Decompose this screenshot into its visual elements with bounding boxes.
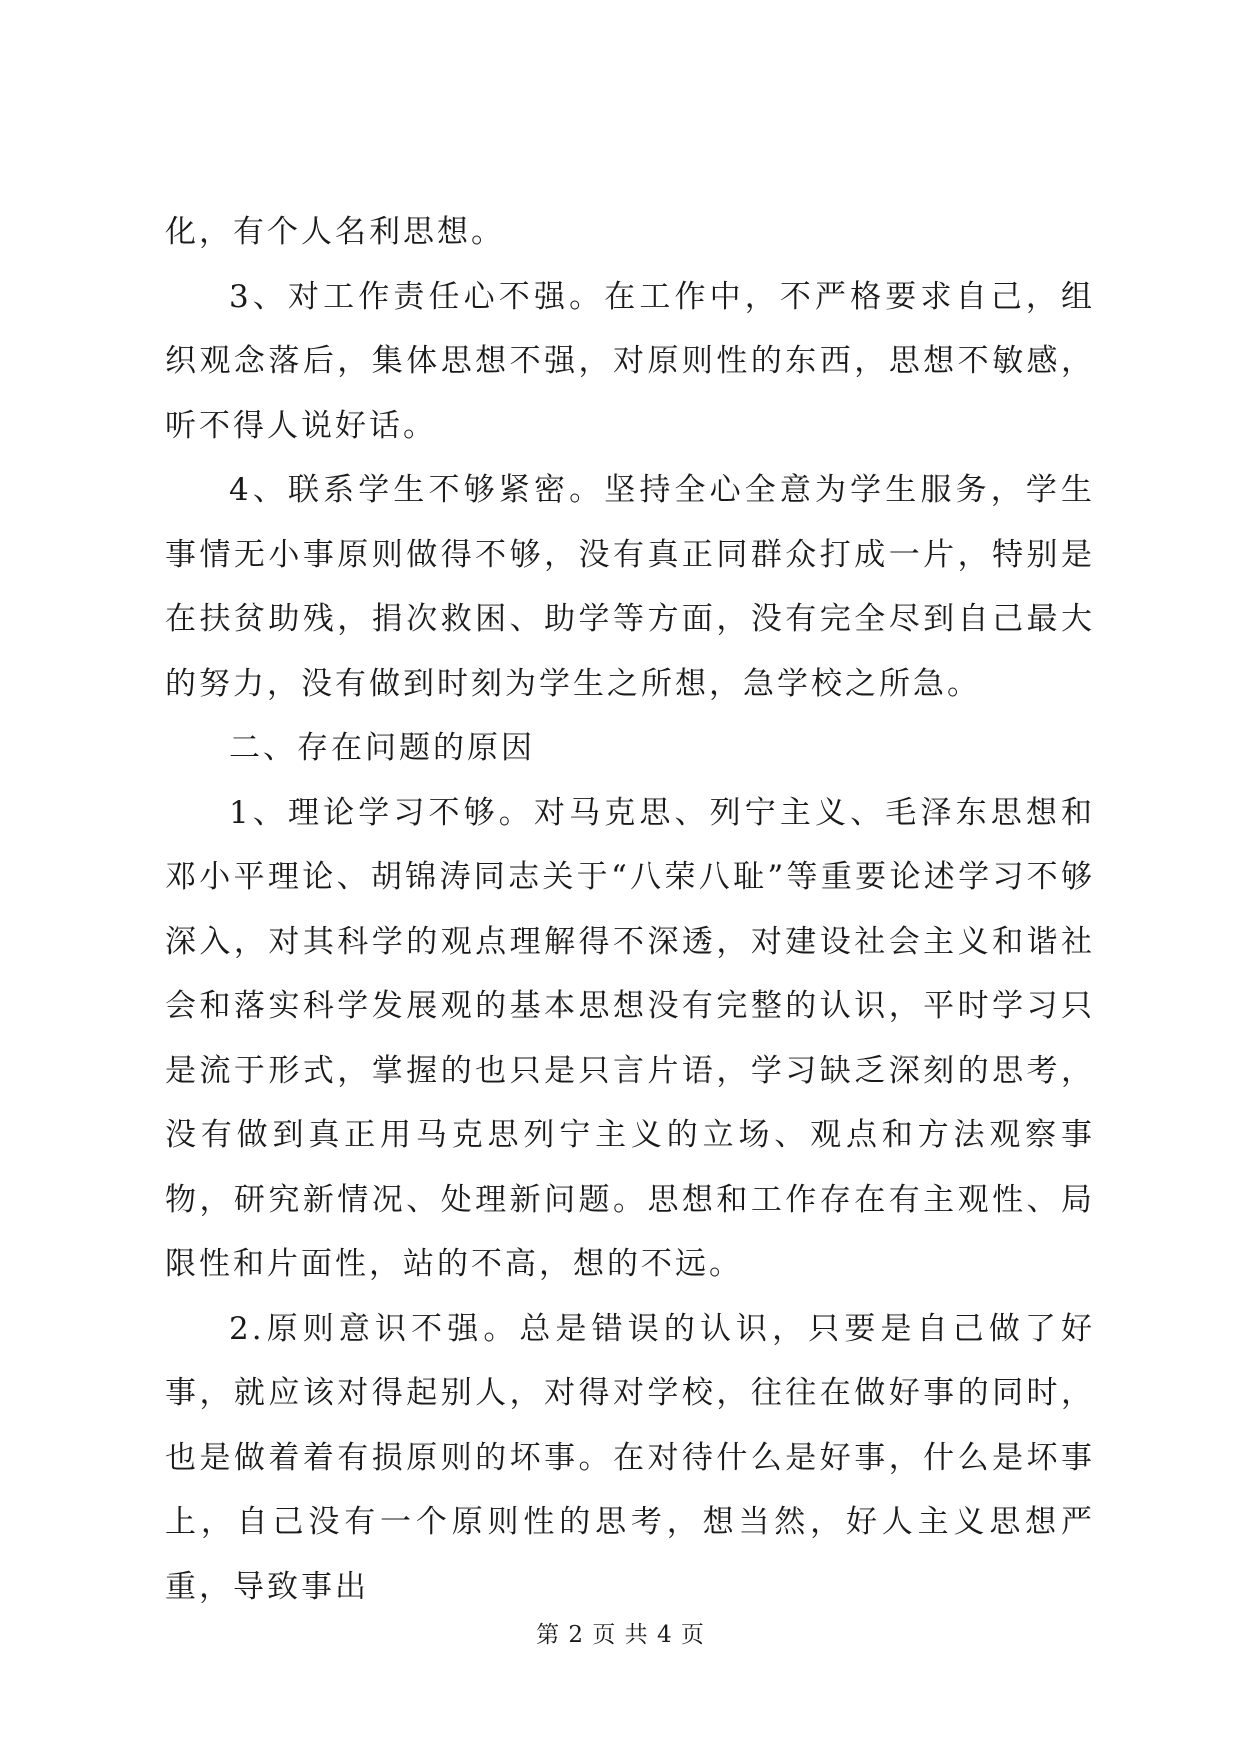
- paragraph-cause-2: 2.原则意识不强。总是错误的认识，只要是自己做了好事，就应该对得起别人，对得对学校，往往在做好事的同时，也是做着着有损原则的坏事。在对待什么是好事，什么是坏事上，自己没有一个原则性的思考，想当然，好人主义思想严重，导致事出: [165, 1310, 1095, 1605]
- paragraph-cause-1: 1、理论学习不够。对马克思、列宁主义、毛泽东思想和邓小平理论、胡锦涛同志关于“八荣八耻”等重要论述学习不够深入，对其科学的观点理解得不深透，对建设社会主义和谐社会和落实科学发展观的基本思想没有完整的认识，平时学习只是流于形式，掌握的也只是只言片语，学习缺乏深刻的思考，没有做到真正用马克思列宁主义的立场、观点和方法观察事物，研究新情况、处理新问题。思想和工作存在有主观性、局限性和片面性，站的不高，想的不远。: [165, 794, 1095, 1282]
- paragraph-continuation: 化，有个人名利思想。: [165, 214, 505, 250]
- paragraph-item-3: 3、对工作责任心不强。在工作中，不严格要求自己，组织观念落后，集体思想不强，对原则性的东西，思想不敏感，听不得人说好话。: [165, 278, 1095, 444]
- paragraph-item-4: 4、联系学生不够紧密。坚持全心全意为学生服务，学生事情无小事原则做得不够，没有真正同群众打成一片，特别是在扶贫助残，捐次救困、助学等方面，没有完全尽到自己最大的努力，没有做到时刻为学生之所想，急学校之所急。: [165, 472, 1095, 702]
- page-number-footer: 第 2 页 共 4 页: [536, 1622, 705, 1648]
- document-body: [165, 200, 1095, 1619]
- section-heading-causes: 二、存在问题的原因: [229, 730, 535, 766]
